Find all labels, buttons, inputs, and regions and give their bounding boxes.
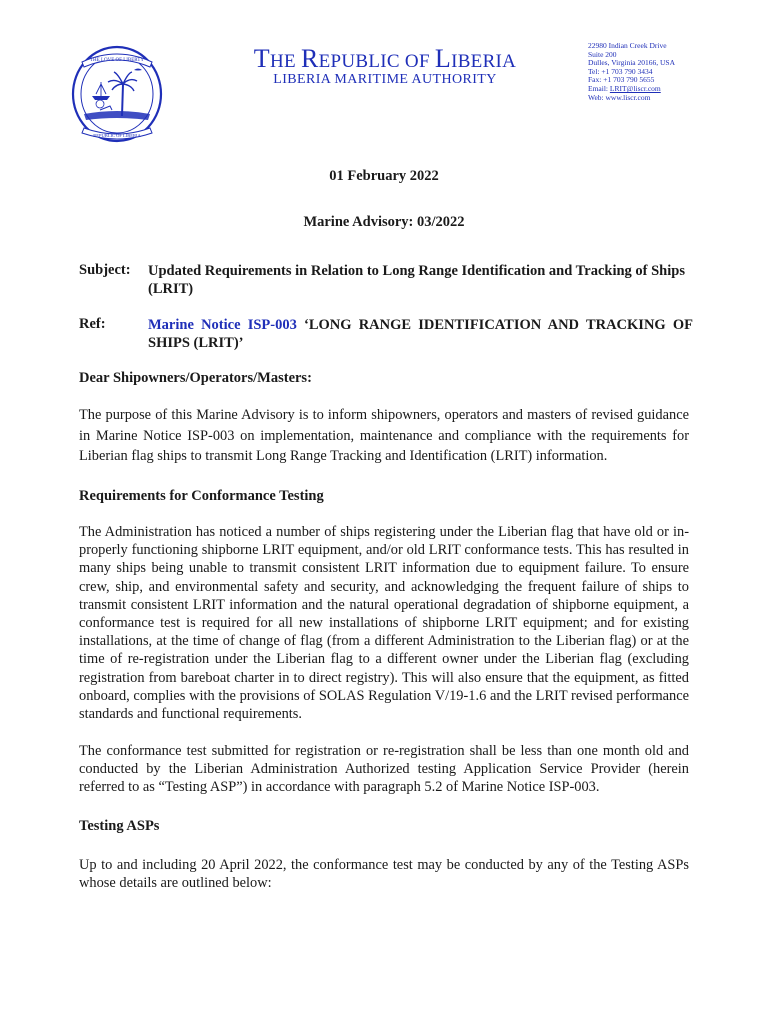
seal-bottom-text: REPUBLIC OF LIBERIA xyxy=(93,133,141,138)
liberia-seal-logo xyxy=(70,44,164,144)
seal-top-text: THE LOVE OF LIBERTY xyxy=(90,58,144,63)
address-fax: Fax: +1 703 790 5655 xyxy=(588,75,655,85)
title-letter-t: T xyxy=(253,44,270,73)
ref-label: Ref: xyxy=(79,316,106,332)
address-web: Web: www.liscr.com xyxy=(588,92,651,102)
salutation: Dear Shipowners/Operators/Masters: xyxy=(79,370,312,386)
authority-subtitle: LIBERIA MARITIME AUTHORITY xyxy=(273,72,497,87)
title-part-2: EPUBLIC OF xyxy=(318,51,435,72)
email-link[interactable]: LRIT@liscr.com xyxy=(609,83,661,93)
address-line-1: 22980 Indian Creek Drive xyxy=(588,41,667,50)
address-line-3: Dulles, Virginia 20166, USA xyxy=(588,58,675,68)
section-heading-conformance: Requirements for Conformance Testing xyxy=(79,488,324,504)
advisory-number: Marine Advisory: 03/2022 xyxy=(303,214,465,230)
document-date: 01 February 2022 xyxy=(329,168,439,184)
ref-text xyxy=(148,316,693,352)
subject-text: Updated Requirements in Relation to Long Range Identification and Tracking of Ships (LRIT) xyxy=(148,263,685,297)
ref-title: ‘LONG RANGE IDENTIFICATION AND TRACKING OF SHIPS (LRIT)’ xyxy=(148,317,694,351)
title-part-3: IBERIA xyxy=(451,51,517,72)
section-heading-testing-asps: Testing ASPs xyxy=(79,818,160,834)
address-block xyxy=(588,42,738,102)
testing-asps-paragraph: Up to and including 20 April 2022, the conformance test may be conducted by any of the Testing ASPs whose details are outlined below: xyxy=(79,857,689,892)
title-part-1: HE xyxy=(269,51,301,72)
intro-paragraph: The purpose of this Marine Advisory is to inform shipowners, operators and masters of revised guidance in Marine Notice ISP-003 on implementation, maintenance and compliance with the requirements for Liberian flag ships to transmit Long Range Tracking and Identification (LRIT) information. xyxy=(79,407,689,464)
address-tel: Tel: +1 703 790 3434 xyxy=(588,66,653,76)
page-title xyxy=(230,44,540,74)
subject-label: Subject: xyxy=(79,262,131,278)
address-line-2: Suite 200 xyxy=(588,49,617,59)
marine-notice-link[interactable]: Marine Notice ISP-003 xyxy=(148,317,297,333)
conformance-test-paragraph: The conformance test submitted for registration or re-registration shall be less than one month old and conducted by the Liberian Administration Authorized testing Application Service Provider (herein referred to as “Testing ASP”) in accordance with paragraph 5.2 of Marine Notice ISP-003. xyxy=(79,743,689,796)
email-label: Email: xyxy=(588,83,610,93)
title-letter-l: L xyxy=(434,44,452,73)
conformance-paragraph: The Administration has noticed a number of ships registering under the Liberian flag that have old or in-properly functioning shipborne LRIT equipment, and/or old LRIT conformance tests. This has resulted in many ships being unable to transmit consistent LRIT information due to equipment failure. To ensure crew, ship, and environmental safety and security, and acknowledging the frequent failure of ships to transmit consistent LRIT information and the natural operational degradation of shipborne equipment, a conformance test is required for all new installations of shipborne LRIT equipment; and for existing installations, at the time of change of flag (from a different Administration to the Liberian flag) or at the time of re-registration under the Liberian flag to a different owner under the Liberian flag (excluding registration from bareboat charter in to direct registry). This will also ensure that the equipment, as fitted onboard, complies with the provisions of SOLAS Regulation V/19-1.6 and the LRIT revised performance standards and functional requirements. xyxy=(79,524,689,723)
title-letter-r: R xyxy=(300,44,319,73)
